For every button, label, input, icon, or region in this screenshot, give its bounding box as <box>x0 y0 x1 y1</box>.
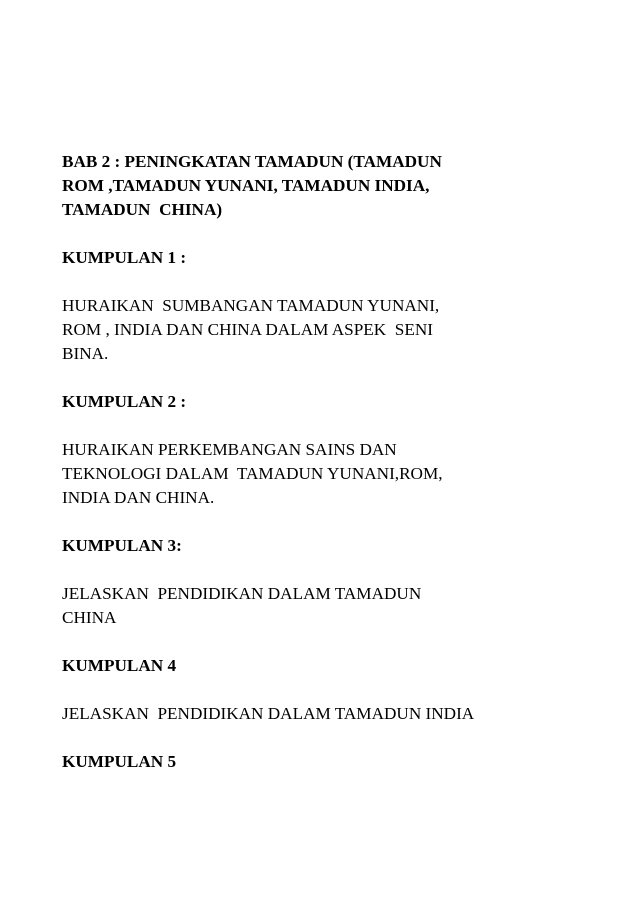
body-line: HURAIKAN SUMBANGAN TAMADUN YUNANI, <box>62 296 440 315</box>
body-line: ROM , INDIA DAN CHINA DALAM ASPEK SENI <box>62 320 433 339</box>
section-heading: KUMPULAN 3: <box>62 536 182 555</box>
body-line: JELASKAN PENDIDIKAN DALAM TAMADUN <box>62 584 422 603</box>
section-body-kumpulan-4 <box>62 702 622 726</box>
section-body-kumpulan-1 <box>62 294 622 366</box>
body-line: TEKNOLOGI DALAM TAMADUN YUNANI,ROM, <box>62 464 443 483</box>
section-heading: KUMPULAN 5 <box>62 752 177 771</box>
section-body-kumpulan-2 <box>62 438 622 510</box>
section-heading: KUMPULAN 2 : <box>62 392 187 411</box>
section-body-kumpulan-3 <box>62 582 622 630</box>
body-line: JELASKAN PENDIDIKAN DALAM TAMADUN INDIA <box>62 704 475 723</box>
document-title <box>62 150 622 222</box>
section-heading-kumpulan-5 <box>62 750 622 774</box>
title-line-3: TAMADUN CHINA) <box>62 200 223 219</box>
section-heading: KUMPULAN 1 : <box>62 248 187 267</box>
section-heading-kumpulan-4 <box>62 654 622 678</box>
body-line: HURAIKAN PERKEMBANGAN SAINS DAN <box>62 440 397 459</box>
section-heading-kumpulan-3 <box>62 534 622 558</box>
title-line-2: ROM ,TAMADUN YUNANI, TAMADUN INDIA, <box>62 176 430 195</box>
body-line: BINA. <box>62 344 109 363</box>
section-heading-kumpulan-2 <box>62 390 622 414</box>
document-page <box>62 150 622 774</box>
section-heading: KUMPULAN 4 <box>62 656 177 675</box>
title-line-1: BAB 2 : PENINGKATAN TAMADUN (TAMADUN <box>62 152 442 171</box>
body-line: INDIA DAN CHINA. <box>62 488 215 507</box>
body-line: CHINA <box>62 608 117 627</box>
section-heading-kumpulan-1 <box>62 246 622 270</box>
